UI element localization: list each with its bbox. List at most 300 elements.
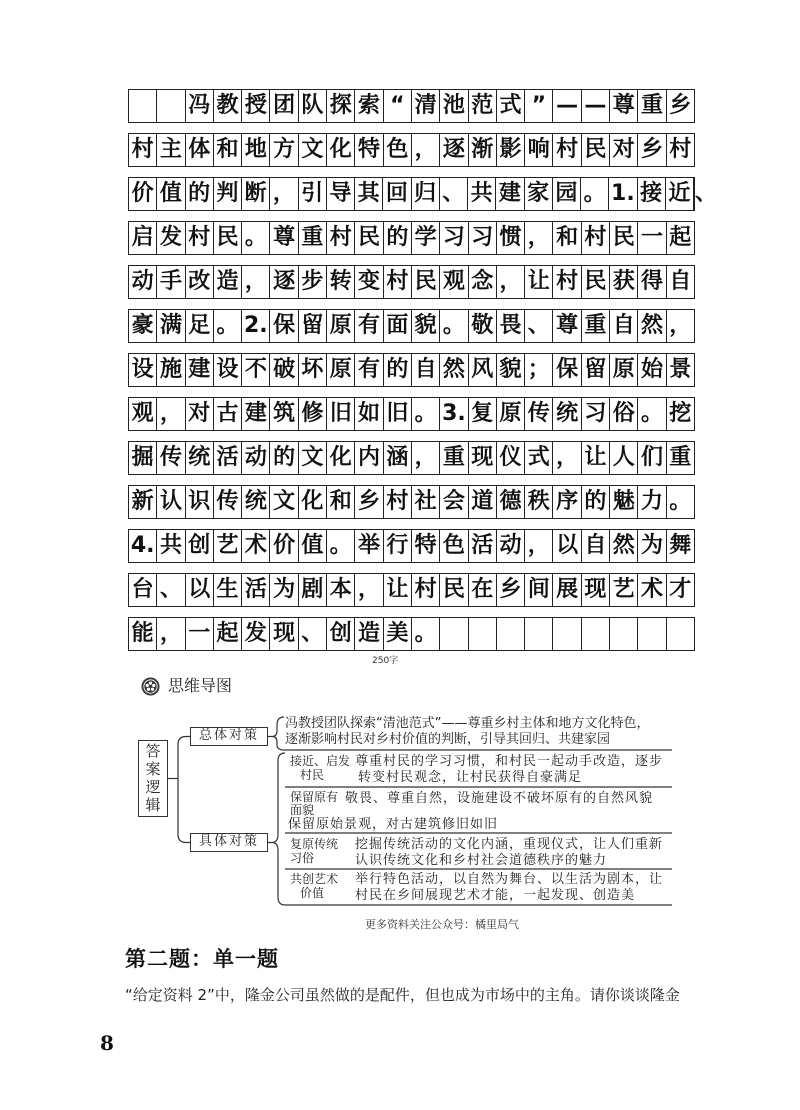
grid-cell: 造	[355, 618, 383, 650]
grid-cell: 现	[469, 442, 497, 474]
grid-cell: 貌	[497, 354, 525, 386]
grid-cell: 艺	[610, 574, 638, 606]
grid-cell: 、	[440, 178, 468, 210]
grid-cell: 清	[412, 90, 440, 122]
grid-cell: “	[384, 90, 412, 122]
grid-cell: 留	[582, 354, 610, 386]
grid-cell: 在	[469, 574, 497, 606]
grid-cell: 让	[582, 442, 610, 474]
grid-cell: 道	[469, 486, 497, 518]
grid-cell: 现	[270, 618, 298, 650]
grid-cell: 认	[157, 486, 185, 518]
grid-cell: 举	[355, 530, 383, 562]
grid-cell: 队	[299, 90, 327, 122]
grid-cell: 得	[638, 266, 666, 298]
grid-cell: ，	[157, 618, 185, 650]
grid-cell: 美	[384, 618, 412, 650]
grid-cell: 和	[327, 486, 355, 518]
grid-cell: 自	[610, 310, 638, 342]
grid-cell: 冯	[186, 90, 214, 122]
grid-cell: 范	[469, 90, 497, 122]
grid-cell: 学	[412, 222, 440, 254]
grid-cell	[667, 618, 694, 650]
grid-cell: 一	[186, 618, 214, 650]
grid-cell: 艺	[214, 530, 242, 562]
grid-cell: 村	[412, 574, 440, 606]
page-number: 8	[100, 1031, 114, 1055]
grid-cell: 特	[412, 530, 440, 562]
grid-cell: 活	[214, 442, 242, 474]
grid-cell: 文	[299, 442, 327, 474]
grid-cell: 复	[469, 398, 497, 430]
word-count-marker: 250字	[372, 656, 399, 666]
grid-cell: 传	[157, 442, 185, 474]
grid-cell: 价	[270, 530, 298, 562]
grid-cell: 尊	[553, 310, 581, 342]
grid-cell: 的	[384, 222, 412, 254]
grid-cell: 化	[327, 442, 355, 474]
grid-cell: 。	[669, 489, 692, 514]
essay-row	[128, 617, 695, 651]
grid-cell: 文	[299, 134, 327, 166]
grid-cell: 有	[355, 354, 383, 386]
item-label: 面貌	[290, 803, 315, 817]
item-description: 敬畏、尊重自然，设施建设不破坏原有的自然风貌	[345, 791, 654, 806]
item-description: 村民在乡间展现艺术才能，一起发现、创造美	[355, 888, 636, 903]
grid-cell: 村	[669, 137, 692, 162]
grid-cell: 原	[610, 354, 638, 386]
grid-cell: 识	[186, 486, 214, 518]
grid-cell: 俗	[610, 398, 638, 430]
grid-cell: 风	[469, 354, 497, 386]
grid-cell	[610, 618, 638, 650]
flower-badge-icon	[141, 677, 160, 696]
grid-cell: ，	[525, 222, 553, 254]
grid-cell	[497, 618, 525, 650]
grid-cell: 始	[638, 354, 666, 386]
grid-cell: 响	[525, 134, 553, 166]
grid-cell: 破	[270, 354, 298, 386]
grid-cell: 留	[299, 310, 327, 342]
grid-cell: 化	[327, 134, 355, 166]
essay-row	[128, 221, 695, 255]
grid-cell: 人	[610, 442, 638, 474]
grid-cell: 判	[214, 178, 242, 210]
grid-cell: 其	[355, 178, 383, 210]
grid-cell: 魅	[610, 486, 638, 518]
grid-cell: 坏	[299, 354, 327, 386]
grid-cell: 3.	[440, 398, 468, 430]
grid-cell: 设	[214, 354, 242, 386]
grid-cell: 体	[186, 134, 214, 166]
grid-cell: 本	[327, 574, 355, 606]
grid-cell: 。	[581, 178, 609, 210]
grid-cell: 掘	[129, 442, 157, 474]
grid-cell: 。	[412, 398, 440, 430]
grid-cell: 。	[412, 618, 440, 650]
essay-row	[128, 265, 695, 299]
grid-cell: 起	[214, 618, 242, 650]
grid-cell: 活	[469, 530, 497, 562]
grid-cell: 。	[327, 530, 355, 562]
grid-cell: ，	[497, 266, 525, 298]
specific-strategy-box: 具体对策	[190, 833, 268, 852]
grid-cell: ”	[525, 90, 553, 122]
item-description: 举行特色活动，以自然为舞台、以生活为剧本，让	[355, 872, 664, 887]
mind-map-heading: 思维导图	[168, 676, 233, 695]
grid-cell: 让	[525, 266, 553, 298]
grid-cell: 然	[638, 310, 666, 342]
grid-cell: 地	[242, 134, 270, 166]
grid-cell: 团	[270, 90, 298, 122]
grid-cell: 民	[582, 266, 610, 298]
grid-cell: 设	[129, 354, 157, 386]
grid-cell: 然	[440, 354, 468, 386]
overall-text-line: 逐渐影响村民对乡村价值的判断，引导其回归、共建家园	[285, 732, 611, 747]
grid-cell: 活	[242, 574, 270, 606]
grid-cell: 貌	[412, 310, 440, 342]
grid-cell: 获	[610, 266, 638, 298]
grid-cell: 然	[610, 530, 638, 562]
grid-cell: 自	[669, 269, 692, 294]
grid-cell: 的	[186, 178, 214, 210]
grid-cell: 变	[355, 266, 383, 298]
grid-cell: 统	[186, 442, 214, 474]
overall-text-line: 冯教授团队探索“清池范式”——尊重乡村主体和地方文化特色，	[285, 716, 650, 731]
essay-grid	[128, 89, 718, 653]
grid-cell: 的	[582, 486, 610, 518]
grid-cell: 对	[186, 398, 214, 430]
grid-cell: 足	[186, 310, 214, 342]
grid-cell: 施	[157, 354, 185, 386]
grid-cell: 挖	[669, 401, 692, 426]
grid-cell: 习	[469, 222, 497, 254]
grid-cell: 授	[242, 90, 270, 122]
grid-cell: ；	[525, 354, 553, 386]
grid-cell: 值	[157, 178, 185, 210]
grid-cell: 不	[242, 354, 270, 386]
grid-cell: 原	[327, 310, 355, 342]
grid-cell: 为	[270, 574, 298, 606]
grid-cell: 建	[186, 354, 214, 386]
grid-cell: 术	[242, 530, 270, 562]
grid-cell: 和	[553, 222, 581, 254]
grid-cell: 和	[214, 134, 242, 166]
grid-cell: 方	[270, 134, 298, 166]
grid-cell: 观	[440, 266, 468, 298]
grid-cell: 逐	[270, 266, 298, 298]
grid-cell: 重	[638, 90, 666, 122]
grid-cell: 力	[638, 486, 666, 518]
grid-cell: 德	[497, 486, 525, 518]
grid-cell: 能	[129, 618, 157, 650]
grid-cell: 传	[214, 486, 242, 518]
grid-cell: 保	[553, 354, 581, 386]
item-label: 复原传统	[290, 837, 339, 851]
grid-cell: 现	[582, 574, 610, 606]
grid-cell: 教	[214, 90, 242, 122]
grid-cell: 、	[299, 618, 327, 650]
grid-cell: 特	[355, 134, 383, 166]
grid-cell: 民	[582, 134, 610, 166]
grid-cell: 共	[468, 178, 496, 210]
grid-cell: 面	[384, 310, 412, 342]
grid-cell: 有	[355, 310, 383, 342]
grid-cell: 发	[157, 222, 185, 254]
footer-note: 更多资料关注公众号：橘里局气	[365, 918, 519, 931]
grid-cell: 色	[440, 530, 468, 562]
grid-cell: 归	[412, 178, 440, 210]
grid-cell: 引	[299, 178, 327, 210]
grid-cell: ，	[412, 134, 440, 166]
grid-cell: 乡	[497, 574, 525, 606]
grid-cell: 步	[299, 266, 327, 298]
grid-cell: 传	[525, 398, 553, 430]
specific-brace	[268, 753, 285, 905]
hanging-punctuation: 、	[695, 181, 718, 206]
grid-cell: 手	[157, 266, 185, 298]
grid-cell	[440, 618, 468, 650]
grid-cell: 念	[469, 266, 497, 298]
grid-cell: 筑	[270, 398, 298, 430]
grid-cell	[525, 618, 553, 650]
grid-cell: 价	[129, 178, 157, 210]
grid-cell: 近	[666, 178, 694, 210]
item-label: 接近、启发	[290, 754, 351, 768]
grid-cell: 动	[129, 266, 157, 298]
grid-cell	[582, 618, 610, 650]
grid-cell	[157, 90, 185, 122]
grid-cell: 。	[214, 310, 242, 342]
essay-row	[128, 529, 695, 563]
grid-cell: 乡	[669, 93, 692, 118]
item-label: 村民	[300, 768, 325, 782]
grid-cell: 、	[525, 310, 553, 342]
grid-cell: 内	[355, 442, 383, 474]
grid-cell: 村	[327, 222, 355, 254]
grid-cell: 景	[669, 357, 692, 382]
grid-cell: 家	[525, 178, 553, 210]
item-label: 共创艺术	[290, 872, 339, 886]
grid-cell	[469, 618, 497, 650]
grid-cell: ，	[669, 313, 692, 338]
grid-cell: 重	[669, 445, 692, 470]
grid-cell: 创	[327, 618, 355, 650]
grid-cell: 涵	[384, 442, 412, 474]
grid-cell: 们	[638, 442, 666, 474]
grid-cell	[638, 618, 666, 650]
grid-cell: 动	[242, 442, 270, 474]
grid-cell: 民	[610, 222, 638, 254]
grid-cell: 改	[186, 266, 214, 298]
grid-cell: —	[582, 90, 610, 122]
grid-cell: 、	[157, 574, 185, 606]
grid-cell: 动	[497, 530, 525, 562]
grid-cell: ，	[412, 442, 440, 474]
item-label: 价值	[300, 886, 325, 900]
grid-cell: 以	[186, 574, 214, 606]
grid-cell: —	[553, 90, 581, 122]
grid-cell: 术	[638, 574, 666, 606]
grid-cell: 建	[496, 178, 524, 210]
grid-cell: 秩	[525, 486, 553, 518]
grid-cell: 转	[327, 266, 355, 298]
grid-cell: 。	[638, 398, 666, 430]
grid-cell: 尊	[610, 90, 638, 122]
grid-cell: 修	[299, 398, 327, 430]
essay-row	[128, 485, 695, 519]
grid-cell: 展	[553, 574, 581, 606]
grid-cell: 民	[440, 574, 468, 606]
grid-cell: 文	[270, 486, 298, 518]
grid-cell: 剧	[299, 574, 327, 606]
grid-cell: 重	[582, 310, 610, 342]
grid-cell: 生	[214, 574, 242, 606]
grid-cell: 探	[327, 90, 355, 122]
grid-cell: ，	[157, 398, 185, 430]
grid-cell: 习	[440, 222, 468, 254]
grid-cell: ，	[242, 266, 270, 298]
grid-cell: 舞	[669, 533, 692, 558]
grid-cell: 敬	[469, 310, 497, 342]
grid-cell: 化	[299, 486, 327, 518]
grid-cell: 会	[440, 486, 468, 518]
grid-cell: 统	[242, 486, 270, 518]
grid-cell: ，	[553, 442, 581, 474]
grid-cell: 断	[242, 178, 270, 210]
grid-cell: 村	[384, 266, 412, 298]
grid-cell: ，	[270, 178, 298, 210]
grid-cell: 创	[186, 530, 214, 562]
grid-cell: 1.	[609, 178, 637, 210]
essay-row	[128, 573, 695, 607]
grid-cell: 村	[582, 222, 610, 254]
question-text: “给定资料 2”中，隆金公司虽然做的是配件，但也成为市场中的主角。请你谈谈隆金	[125, 986, 680, 1004]
grid-cell	[553, 618, 581, 650]
grid-cell: 才	[669, 577, 692, 602]
essay-row	[128, 309, 695, 343]
grid-cell: 启	[129, 222, 157, 254]
grid-cell: 民	[412, 266, 440, 298]
grid-cell: 对	[610, 134, 638, 166]
grid-cell: 间	[525, 574, 553, 606]
grid-cell: 色	[384, 134, 412, 166]
grid-cell: 4.	[129, 530, 157, 562]
grid-cell: 自	[412, 354, 440, 386]
grid-cell: 起	[669, 225, 692, 250]
grid-cell: 豪	[129, 310, 157, 342]
grid-cell: 。	[440, 310, 468, 342]
essay-row	[128, 353, 695, 387]
grid-cell: 2.	[242, 310, 270, 342]
grid-cell: 尊	[270, 222, 298, 254]
trunk-connector	[178, 737, 190, 843]
grid-cell: 让	[384, 574, 412, 606]
grid-cell: 原	[327, 354, 355, 386]
grid-cell: 保	[270, 310, 298, 342]
grid-cell: 共	[157, 530, 185, 562]
grid-cell: 式	[525, 442, 553, 474]
essay-row	[128, 397, 695, 431]
grid-cell: 逐	[440, 134, 468, 166]
grid-cell: 如	[355, 398, 383, 430]
overall-brace	[268, 717, 284, 750]
grid-cell: 统	[553, 398, 581, 430]
grid-cell: 为	[638, 530, 666, 562]
grid-cell: 接	[638, 178, 666, 210]
grid-cell: 主	[157, 134, 185, 166]
essay-row	[128, 177, 718, 211]
grid-cell: 观	[129, 398, 157, 430]
grid-cell: 台	[129, 574, 157, 606]
grid-cell: 影	[497, 134, 525, 166]
grid-cell: 习	[582, 398, 610, 430]
grid-cell: 社	[412, 486, 440, 518]
grid-cell: 式	[497, 90, 525, 122]
question-heading: 第二题：单一题	[125, 947, 279, 971]
item-description: 保留原始景观，对古建筑修旧如旧	[288, 817, 499, 832]
item-label: 保留原有	[290, 790, 339, 804]
grid-cell: 重	[440, 442, 468, 474]
grid-cell: 村	[186, 222, 214, 254]
grid-cell: 新	[129, 486, 157, 518]
item-label: 习俗	[290, 851, 315, 865]
grid-cell: 旧	[327, 398, 355, 430]
grid-cell: 以	[553, 530, 581, 562]
grid-cell: 一	[638, 222, 666, 254]
grid-cell: 回	[383, 178, 411, 210]
grid-cell: 仪	[497, 442, 525, 474]
grid-cell: 建	[242, 398, 270, 430]
grid-cell: 的	[384, 354, 412, 386]
grid-cell: 村	[553, 266, 581, 298]
grid-cell: 发	[242, 618, 270, 650]
grid-cell: 园	[553, 178, 581, 210]
item-description: 认识传统文化和乡村社会道德秩序的魅力	[355, 853, 608, 868]
essay-row	[128, 133, 695, 167]
item-description: 转变村民观念，让村民获得自豪满足	[358, 770, 583, 785]
grid-cell: 村	[384, 486, 412, 518]
grid-cell: 旧	[384, 398, 412, 430]
overall-strategy-box: 总体对策	[190, 727, 268, 746]
grid-cell: 乡	[638, 134, 666, 166]
grid-cell: 造	[214, 266, 242, 298]
grid-cell: 导	[327, 178, 355, 210]
grid-cell: 畏	[497, 310, 525, 342]
grid-cell: 序	[553, 486, 581, 518]
grid-cell: 。	[242, 222, 270, 254]
grid-cell: ，	[525, 530, 553, 562]
grid-cell: 古	[214, 398, 242, 430]
essay-row	[128, 89, 695, 123]
grid-cell: 原	[497, 398, 525, 430]
grid-cell: 池	[440, 90, 468, 122]
grid-cell: 值	[299, 530, 327, 562]
grid-cell: 村	[553, 134, 581, 166]
grid-cell: 行	[384, 530, 412, 562]
grid-cell: 自	[582, 530, 610, 562]
grid-cell: 民	[214, 222, 242, 254]
grid-cell	[129, 90, 157, 122]
grid-cell: 民	[355, 222, 383, 254]
item-description: 尊重村民的学习习惯，和村民一起动手改造，逐步	[355, 754, 664, 769]
grid-cell: 渐	[469, 134, 497, 166]
grid-cell: ，	[355, 574, 383, 606]
grid-cell: 村	[129, 134, 157, 166]
grid-cell: 索	[355, 90, 383, 122]
mind-map-root: 答案逻辑	[138, 740, 168, 817]
grid-cell: 惯	[497, 222, 525, 254]
